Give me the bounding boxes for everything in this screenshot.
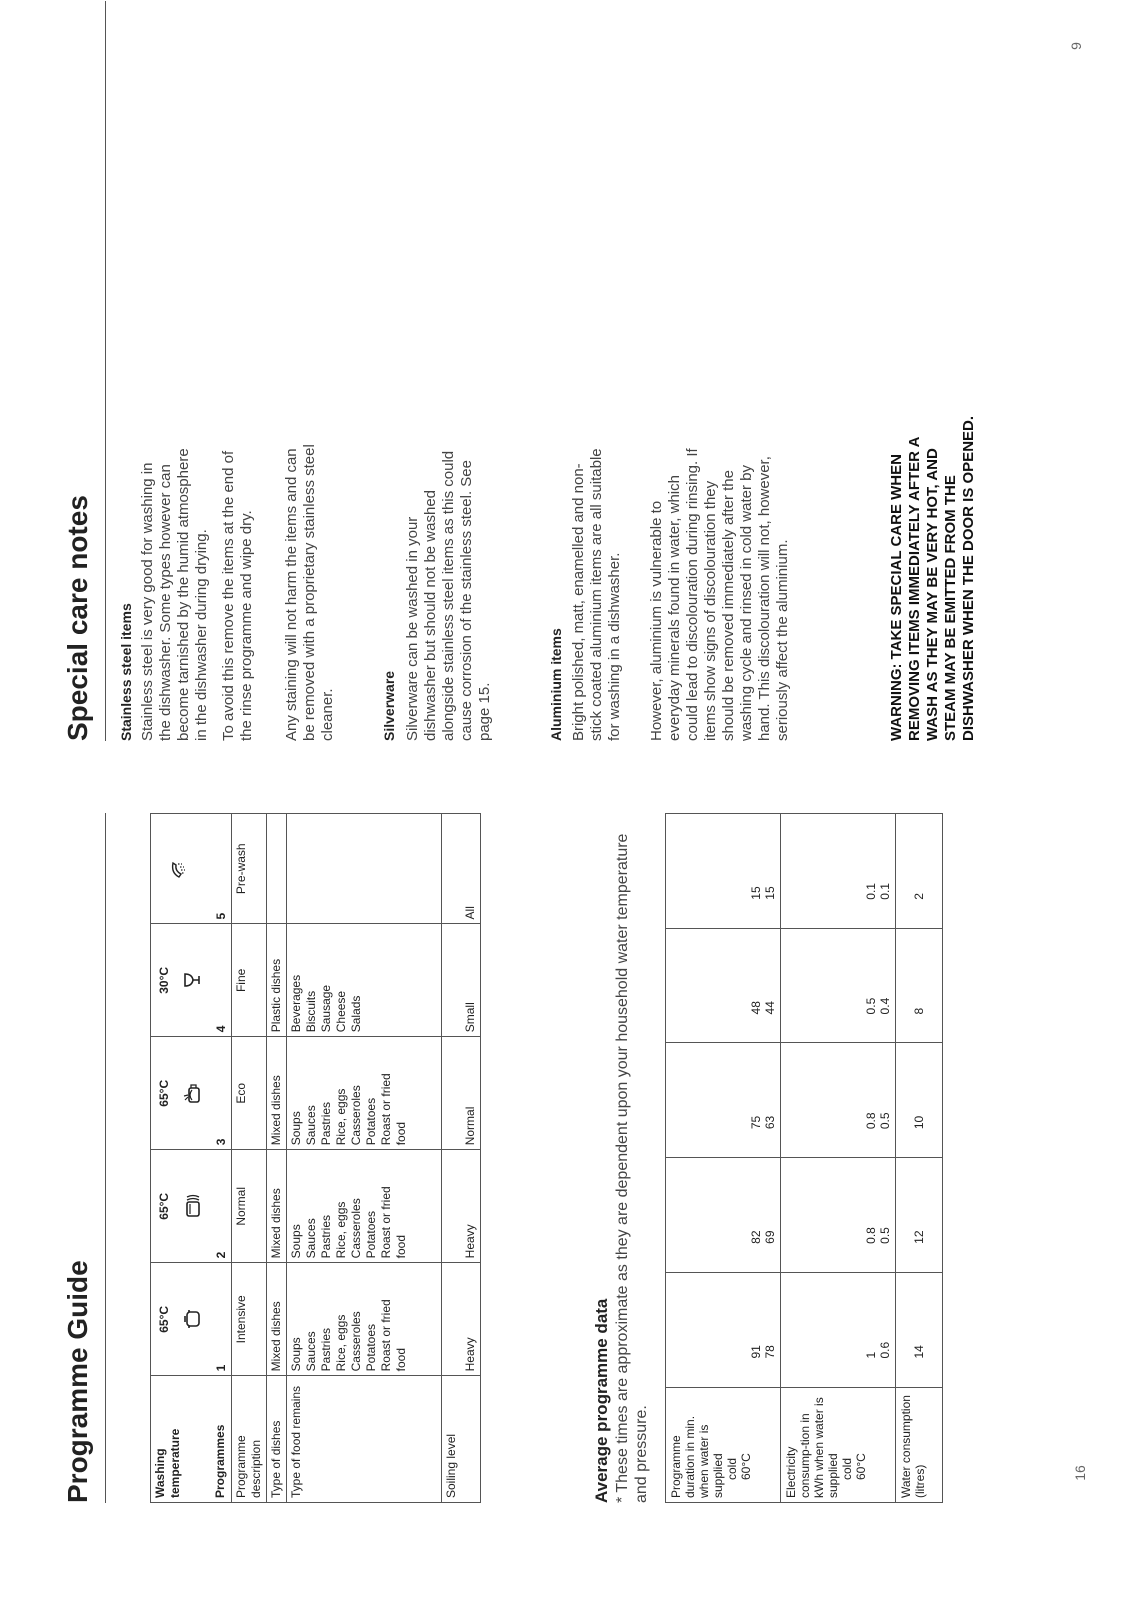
- value-cell: [781, 928, 896, 1043]
- value-cell: [666, 1272, 781, 1387]
- value-cell: [666, 1158, 781, 1273]
- value-cell: [666, 1043, 781, 1158]
- value-cold: 0.8: [864, 1227, 878, 1244]
- food-cell: Beverages Biscuits Sausage Cheese Salads: [287, 924, 442, 1037]
- programme-5-header: [151, 814, 232, 924]
- soiling-cell: Heavy: [442, 1150, 481, 1263]
- description-cell: Intensive: [232, 1263, 267, 1376]
- value-cold: 48: [749, 1001, 763, 1015]
- value-60: 15: [763, 886, 777, 900]
- dishes-cell: Plastic dishes: [267, 924, 287, 1037]
- aluminium-paragraph-2: However, aluminium is vulnerable to everyday minerals found in water, which could lead to discolouration during rinsing. If items show signs of discolouration they should be removed immediately after the washing cycle and rinsed in cold water by hand. This discolouration will not, however, seriously affect the aluminium.: [648, 448, 791, 741]
- glass-icon: [181, 969, 203, 991]
- type-of-dishes-label: Type of dishes: [267, 1376, 287, 1503]
- value-cold: 75: [749, 1115, 763, 1130]
- value-60: 0.6: [878, 1341, 892, 1359]
- silverware-heading: Silverware: [381, 670, 397, 741]
- value-60: 0.4: [878, 997, 892, 1015]
- title-divider: [105, 1, 106, 741]
- value-60: 0.5: [878, 1112, 892, 1130]
- value-cold: 82: [749, 1230, 763, 1244]
- programme-description-label: Programme description: [232, 1376, 267, 1503]
- special-care-page: [0, 1, 1132, 741]
- food-cell: Soups Sauces Pastries Rice, eggs Casseroles Potatoes Roast or fried food: [287, 1150, 442, 1263]
- value-cell: [666, 928, 781, 1043]
- soiling-cell: Small: [442, 924, 481, 1037]
- value-cold: 91: [749, 1345, 763, 1359]
- intensive-pot-icon: [181, 1308, 203, 1330]
- value-cold: 0.5: [864, 997, 878, 1015]
- silverware-paragraph: Silverware can be washed in your dishwasher but should not be washed alongside stainless steel items as this could cause corrosion of the stainless steel. See page 15.: [404, 450, 493, 741]
- programme-4-header: [151, 924, 232, 1037]
- special-care-title: Special care notes: [62, 495, 93, 741]
- soiling-cell: Normal: [442, 1037, 481, 1150]
- temperature-label: 65°C: [157, 1192, 171, 1220]
- warning-text: WARNING: TAKE SPECIAL CARE WHEN REMOVING ITEMS IMMEDIATELY AFTER A WASH AS THEY MAY BE VERY HOT, AND STEAM MAY BE EMITTED FROM THE DISHWASHER WHEN THE DOOR IS OPENED.: [888, 415, 977, 741]
- average-data-note: * These times are approximate as they are dependent upon your household water temperature and pressure.: [614, 833, 650, 1503]
- stainless-paragraph-2: To avoid this remove the items at the end of the rinse programme and wipe dry.: [220, 450, 255, 741]
- programme-1-header: [151, 1263, 232, 1376]
- value-cell: 8: [896, 928, 943, 1043]
- type-of-food-label: Type of food remains: [287, 1376, 442, 1503]
- programme-number: 1: [214, 1364, 228, 1372]
- food-cell: Soups Sauces Pastries Rice, eggs Casseroles Potatoes Roast or fried food: [287, 1263, 442, 1376]
- value-cell: [781, 814, 896, 929]
- dishes-cell: [267, 814, 287, 924]
- stainless-paragraph-1: Stainless steel is very good for washing in the dishwasher. Some types however can become tarnished by the humid atmosphere in the dishwasher during drying.: [139, 448, 210, 741]
- programme-guide-page: [0, 783, 1132, 1503]
- programme-2-header: [151, 1150, 232, 1263]
- value-60: 0.1: [878, 883, 892, 900]
- table-row: [267, 814, 287, 1503]
- value-cold: 15: [749, 886, 763, 900]
- temperature-label: 65°C: [157, 1079, 171, 1107]
- table-row: [896, 814, 943, 1503]
- description-cell: Normal: [232, 1150, 267, 1263]
- value-60: 63: [763, 1115, 777, 1130]
- value-cold: 0.1: [864, 883, 878, 900]
- table-row: [666, 814, 781, 1503]
- programmes-label: Programmes: [213, 1424, 227, 1498]
- duration-label-cell: [666, 1387, 781, 1502]
- header-label-cell: [151, 1376, 232, 1503]
- page-number-left: 16: [1071, 1465, 1088, 1481]
- prewash-shower-icon: [165, 857, 189, 881]
- temperature-label: 30°C: [157, 966, 171, 994]
- soiling-cell: Heavy: [442, 1263, 481, 1376]
- value-cell: 2: [896, 814, 943, 929]
- food-cell: [287, 814, 442, 924]
- stainless-heading: Stainless steel items: [118, 603, 134, 741]
- dishes-cell: Mixed dishes: [267, 1263, 287, 1376]
- value-60: 78: [763, 1345, 777, 1359]
- normal-wash-icon: [181, 1193, 203, 1219]
- dishes-cell: Mixed dishes: [267, 1037, 287, 1150]
- page-number-right: 9: [1067, 42, 1084, 50]
- title-divider: [105, 813, 106, 1503]
- temperature-label: 65°C: [157, 1305, 171, 1333]
- average-data-title: Average programme data: [592, 1298, 611, 1503]
- value-60: 44: [763, 1001, 777, 1015]
- electricity-label-cell: [781, 1387, 896, 1502]
- description-cell: Pre-wash: [232, 814, 267, 924]
- value-cold: 1: [864, 1351, 878, 1359]
- row-label: Electricity consump-tion in kWh when water is supplied: [784, 1397, 840, 1498]
- table-row: [442, 814, 481, 1503]
- sub-label-60: 60°C: [739, 1453, 753, 1480]
- value-cell: 14: [896, 1272, 943, 1387]
- table-row: [781, 814, 896, 1503]
- value-cell: [781, 1158, 896, 1273]
- value-cell: [781, 1272, 896, 1387]
- table-row: [287, 814, 442, 1503]
- sub-label-cold: cold: [840, 1457, 854, 1480]
- soiling-level-label: Soiling level: [442, 1376, 481, 1503]
- soiling-cell: All: [442, 814, 481, 924]
- washing-temperature-label: Washing temperature: [153, 1428, 182, 1498]
- programme-number: 3: [214, 1138, 228, 1146]
- value-cell: 10: [896, 1043, 943, 1158]
- value-cell: [781, 1043, 896, 1158]
- sub-label-cold: cold: [725, 1457, 739, 1480]
- programme-number: 4: [214, 1025, 228, 1033]
- eco-icon: [181, 1080, 203, 1106]
- dishes-cell: Mixed dishes: [267, 1150, 287, 1263]
- programme-number: 2: [214, 1251, 228, 1259]
- stainless-paragraph-3: Any staining will not harm the items and can be removed with a proprietary stainless steel cleaner.: [283, 444, 336, 741]
- programme-table: [150, 813, 481, 1503]
- value-cold: 0.8: [864, 1112, 878, 1130]
- value-cell: [666, 814, 781, 929]
- table-row: [232, 814, 267, 1503]
- value-cell: 12: [896, 1158, 943, 1273]
- value-60: 69: [763, 1230, 777, 1244]
- programme-3-header: [151, 1037, 232, 1150]
- aluminium-paragraph-1: Bright polished, matt, enamelled and non-stick coated aluminium items are all suitable for washing in a dishwasher.: [570, 448, 623, 741]
- value-60: 0.5: [878, 1227, 892, 1244]
- sub-label-60: 60°C: [854, 1453, 868, 1480]
- aluminium-heading: Aluminium items: [548, 628, 564, 741]
- food-cell: Soups Sauces Pastries Rice, eggs Casseroles Potatoes Roast or fried food: [287, 1037, 442, 1150]
- row-label: Programme duration in min. when water is supplied: [669, 1415, 725, 1498]
- programme-guide-title: Programme Guide: [62, 1260, 93, 1503]
- programme-number: 5: [214, 912, 228, 920]
- description-cell: Fine: [232, 924, 267, 1037]
- water-label-cell: Water consumption (litres): [896, 1387, 943, 1502]
- average-data-table: [665, 813, 943, 1503]
- description-cell: Eco: [232, 1037, 267, 1150]
